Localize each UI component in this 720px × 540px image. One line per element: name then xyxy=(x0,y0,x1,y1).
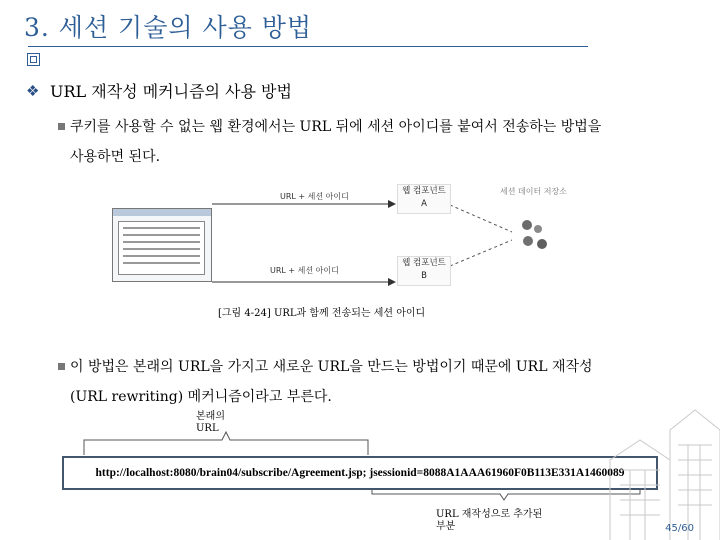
annotation-original-line-1: 본래의 xyxy=(196,411,225,422)
arrow-label-top: URL + 세션 아이디 xyxy=(280,192,349,201)
web-component-a-letter: A xyxy=(421,199,427,209)
bullet-1-line-2: 사용하면 된다. xyxy=(70,149,161,165)
web-component-b-label: 웹 컴포넌트 xyxy=(402,258,446,268)
square-bullet-icon xyxy=(58,363,65,370)
slide-title: 3. 세션 기술의 사용 방법 xyxy=(24,13,312,42)
annotation-added-line-2: 부분 xyxy=(436,521,456,532)
section-heading: URL 재작성 메커니즘의 사용 방법 xyxy=(50,82,292,101)
page-number: 45/60 xyxy=(665,523,694,534)
web-component-a xyxy=(397,184,451,214)
web-component-a-label: 웹 컴포넌트 xyxy=(402,186,446,196)
building-sketch-decoration xyxy=(600,390,720,540)
session-store-label: 세션 데이터 저장소 xyxy=(500,187,567,196)
annotation-added-line-1: URL 재작성으로 추가된 xyxy=(436,509,543,520)
figure-caption: [그림 4-24] URL과 함께 전송되는 세션 아이디 xyxy=(218,308,426,319)
arrow-label-bottom: URL + 세션 아이디 xyxy=(270,266,339,275)
diamond-bullet-icon: ❖ xyxy=(26,82,40,100)
annotation-added-part xyxy=(436,509,542,533)
web-component-b xyxy=(397,256,451,286)
annotation-original-line-2: URL xyxy=(196,423,219,434)
bullet-2-line-2: (URL rewriting) 메커니즘이라고 부른다. xyxy=(70,389,332,405)
bullet-2-line-1: 이 방법은 본래의 URL을 가지고 새로운 URL을 만드는 방법이기 때문에 URL 재작성 xyxy=(70,359,593,375)
annotation-original-url xyxy=(196,411,225,435)
bullet-1-line-1: 쿠키를 사용할 수 없는 웹 환경에서는 URL 뒤에 세션 아이디를 붙여서 전송하는 방법을 xyxy=(70,119,602,135)
web-component-b-letter: B xyxy=(421,271,427,281)
url-example-box xyxy=(62,456,658,490)
url-example-text: http://localhost:8080/brain04/subscribe/Agreement.jsp; jsessionid=8088A1AAA61960F0B113E331A1460089 xyxy=(95,467,625,479)
